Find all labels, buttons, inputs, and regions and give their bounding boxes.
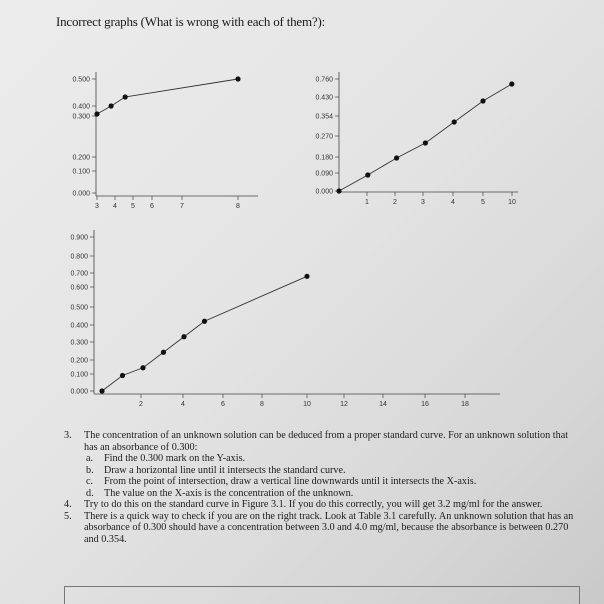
- substep-text: Find the 0.300 mark on the Y-axis.: [104, 453, 246, 464]
- x-tick-label: 5: [481, 199, 485, 206]
- data-point: [120, 373, 125, 378]
- data-point: [365, 172, 370, 177]
- data-point: [94, 111, 99, 116]
- data-point: [394, 155, 399, 160]
- data-point: [109, 103, 114, 108]
- x-tick-label: 4: [181, 401, 185, 408]
- y-tick-label: 0.300: [72, 113, 90, 121]
- data-point: [452, 119, 457, 124]
- y-tick-label: 0.800: [70, 253, 88, 261]
- substep-b: [64, 465, 574, 477]
- data-point: [304, 274, 309, 279]
- x-tick-label: 16: [421, 401, 429, 408]
- data-point: [235, 76, 240, 81]
- y-tick-label: 0.354: [315, 113, 333, 121]
- step-5: [64, 511, 574, 546]
- y-tick-label: 0.500: [72, 76, 90, 84]
- substep-text: From the point of intersection, draw a vertical line downwards until it intersects the X-axis.: [104, 476, 477, 487]
- page-heading: Incorrect graphs (What is wrong with each of them?):: [56, 14, 325, 29]
- x-tick-label: 6: [221, 401, 225, 408]
- graph-1: [72, 72, 258, 210]
- x-tick-label: 18: [461, 401, 469, 408]
- x-tick-label: 5: [131, 203, 135, 210]
- data-point: [99, 388, 104, 393]
- x-tick-label: 14: [379, 401, 387, 408]
- data-point: [509, 81, 514, 86]
- x-tick-label: 10: [508, 199, 516, 206]
- step-3: [64, 430, 574, 453]
- step-4: [64, 499, 574, 511]
- y-tick-label: 0.100: [72, 168, 90, 176]
- substep-letter: d.: [86, 487, 94, 499]
- x-tick-label: 2: [393, 199, 397, 206]
- y-tick-label: 0.400: [70, 322, 88, 330]
- step-text: The concentration of an unknown solution can be deduced from a proper standard curve. For an unknown solution that has an absorbance of 0.300:: [84, 430, 569, 453]
- y-tick-label: 0.700: [70, 270, 88, 278]
- y-tick-label: 0.200: [70, 357, 88, 365]
- step-number: 5.: [64, 510, 72, 522]
- data-point: [423, 140, 428, 145]
- y-tick-label: 0.500: [70, 304, 88, 312]
- y-tick-label: 0.090: [315, 170, 333, 178]
- instructions: [64, 430, 574, 545]
- y-tick-label: 0.400: [72, 103, 90, 111]
- y-tick-label: 0.300: [70, 339, 88, 347]
- x-tick-label: 4: [451, 199, 455, 206]
- y-tick-label: 0.600: [70, 284, 88, 292]
- series-line: [102, 276, 307, 391]
- x-tick-label: 8: [236, 203, 240, 210]
- x-tick-label: 12: [340, 401, 348, 408]
- y-tick-label: 0.760: [315, 76, 333, 84]
- y-tick-label: 0.200: [72, 154, 90, 162]
- step-text: Try to do this on the standard curve in Figure 3.1. If you do this correctly, you will get 3.2 mg/ml for the answer.: [84, 499, 543, 510]
- y-tick-label: 0.180: [315, 154, 333, 162]
- data-point: [123, 94, 128, 99]
- step-number: 4.: [64, 499, 72, 510]
- step-number: 3.: [64, 430, 72, 441]
- data-point: [480, 98, 485, 103]
- data-point: [202, 319, 207, 324]
- substep-text: The value on the X-axis is the concentration of the unknown.: [104, 487, 354, 499]
- substep-d: [64, 488, 574, 500]
- answer-box: [64, 586, 580, 604]
- y-tick-label: 0.900: [70, 234, 88, 242]
- substep-letter: a.: [86, 453, 94, 464]
- graph-2: [315, 72, 518, 206]
- substep-a: [64, 453, 574, 465]
- x-tick-label: 1: [365, 199, 369, 206]
- y-tick-label: 0.000: [315, 188, 333, 196]
- substep-text: Draw a horizontal line until it intersects the standard curve.: [104, 464, 346, 476]
- substep-letter: b.: [86, 464, 94, 476]
- x-tick-label: 8: [260, 401, 264, 408]
- substep-c: [64, 476, 574, 488]
- y-tick-label: 0.000: [72, 190, 90, 198]
- y-tick-label: 0.270: [315, 133, 333, 141]
- data-point: [140, 365, 145, 370]
- x-tick-label: 3: [421, 199, 425, 206]
- x-tick-label: 4: [113, 203, 117, 210]
- data-point: [161, 350, 166, 355]
- x-tick-label: 7: [180, 203, 184, 210]
- y-tick-label: 0.100: [70, 371, 88, 379]
- y-tick-label: 0.000: [70, 388, 88, 396]
- series-line: [339, 84, 512, 191]
- substep-letter: c.: [86, 476, 94, 487]
- y-tick-label: 0.430: [315, 94, 333, 102]
- x-tick-label: 2: [139, 401, 143, 408]
- graph-3: [70, 230, 500, 408]
- x-tick-label: 6: [150, 203, 154, 210]
- series-line: [97, 79, 238, 114]
- x-tick-label: 3: [95, 203, 99, 210]
- data-point: [336, 188, 341, 193]
- data-point: [181, 334, 186, 339]
- x-tick-label: 10: [303, 401, 311, 408]
- step-text: There is a quick way to check if you are on the right track. Look at Table 3.1 carefully. An unknown solution that has an absorbance of 0.300 should have a concentration between 3.0 and 4.0 mg/ml, because the absorbance is between 0.270 and 0.354.: [84, 510, 574, 545]
